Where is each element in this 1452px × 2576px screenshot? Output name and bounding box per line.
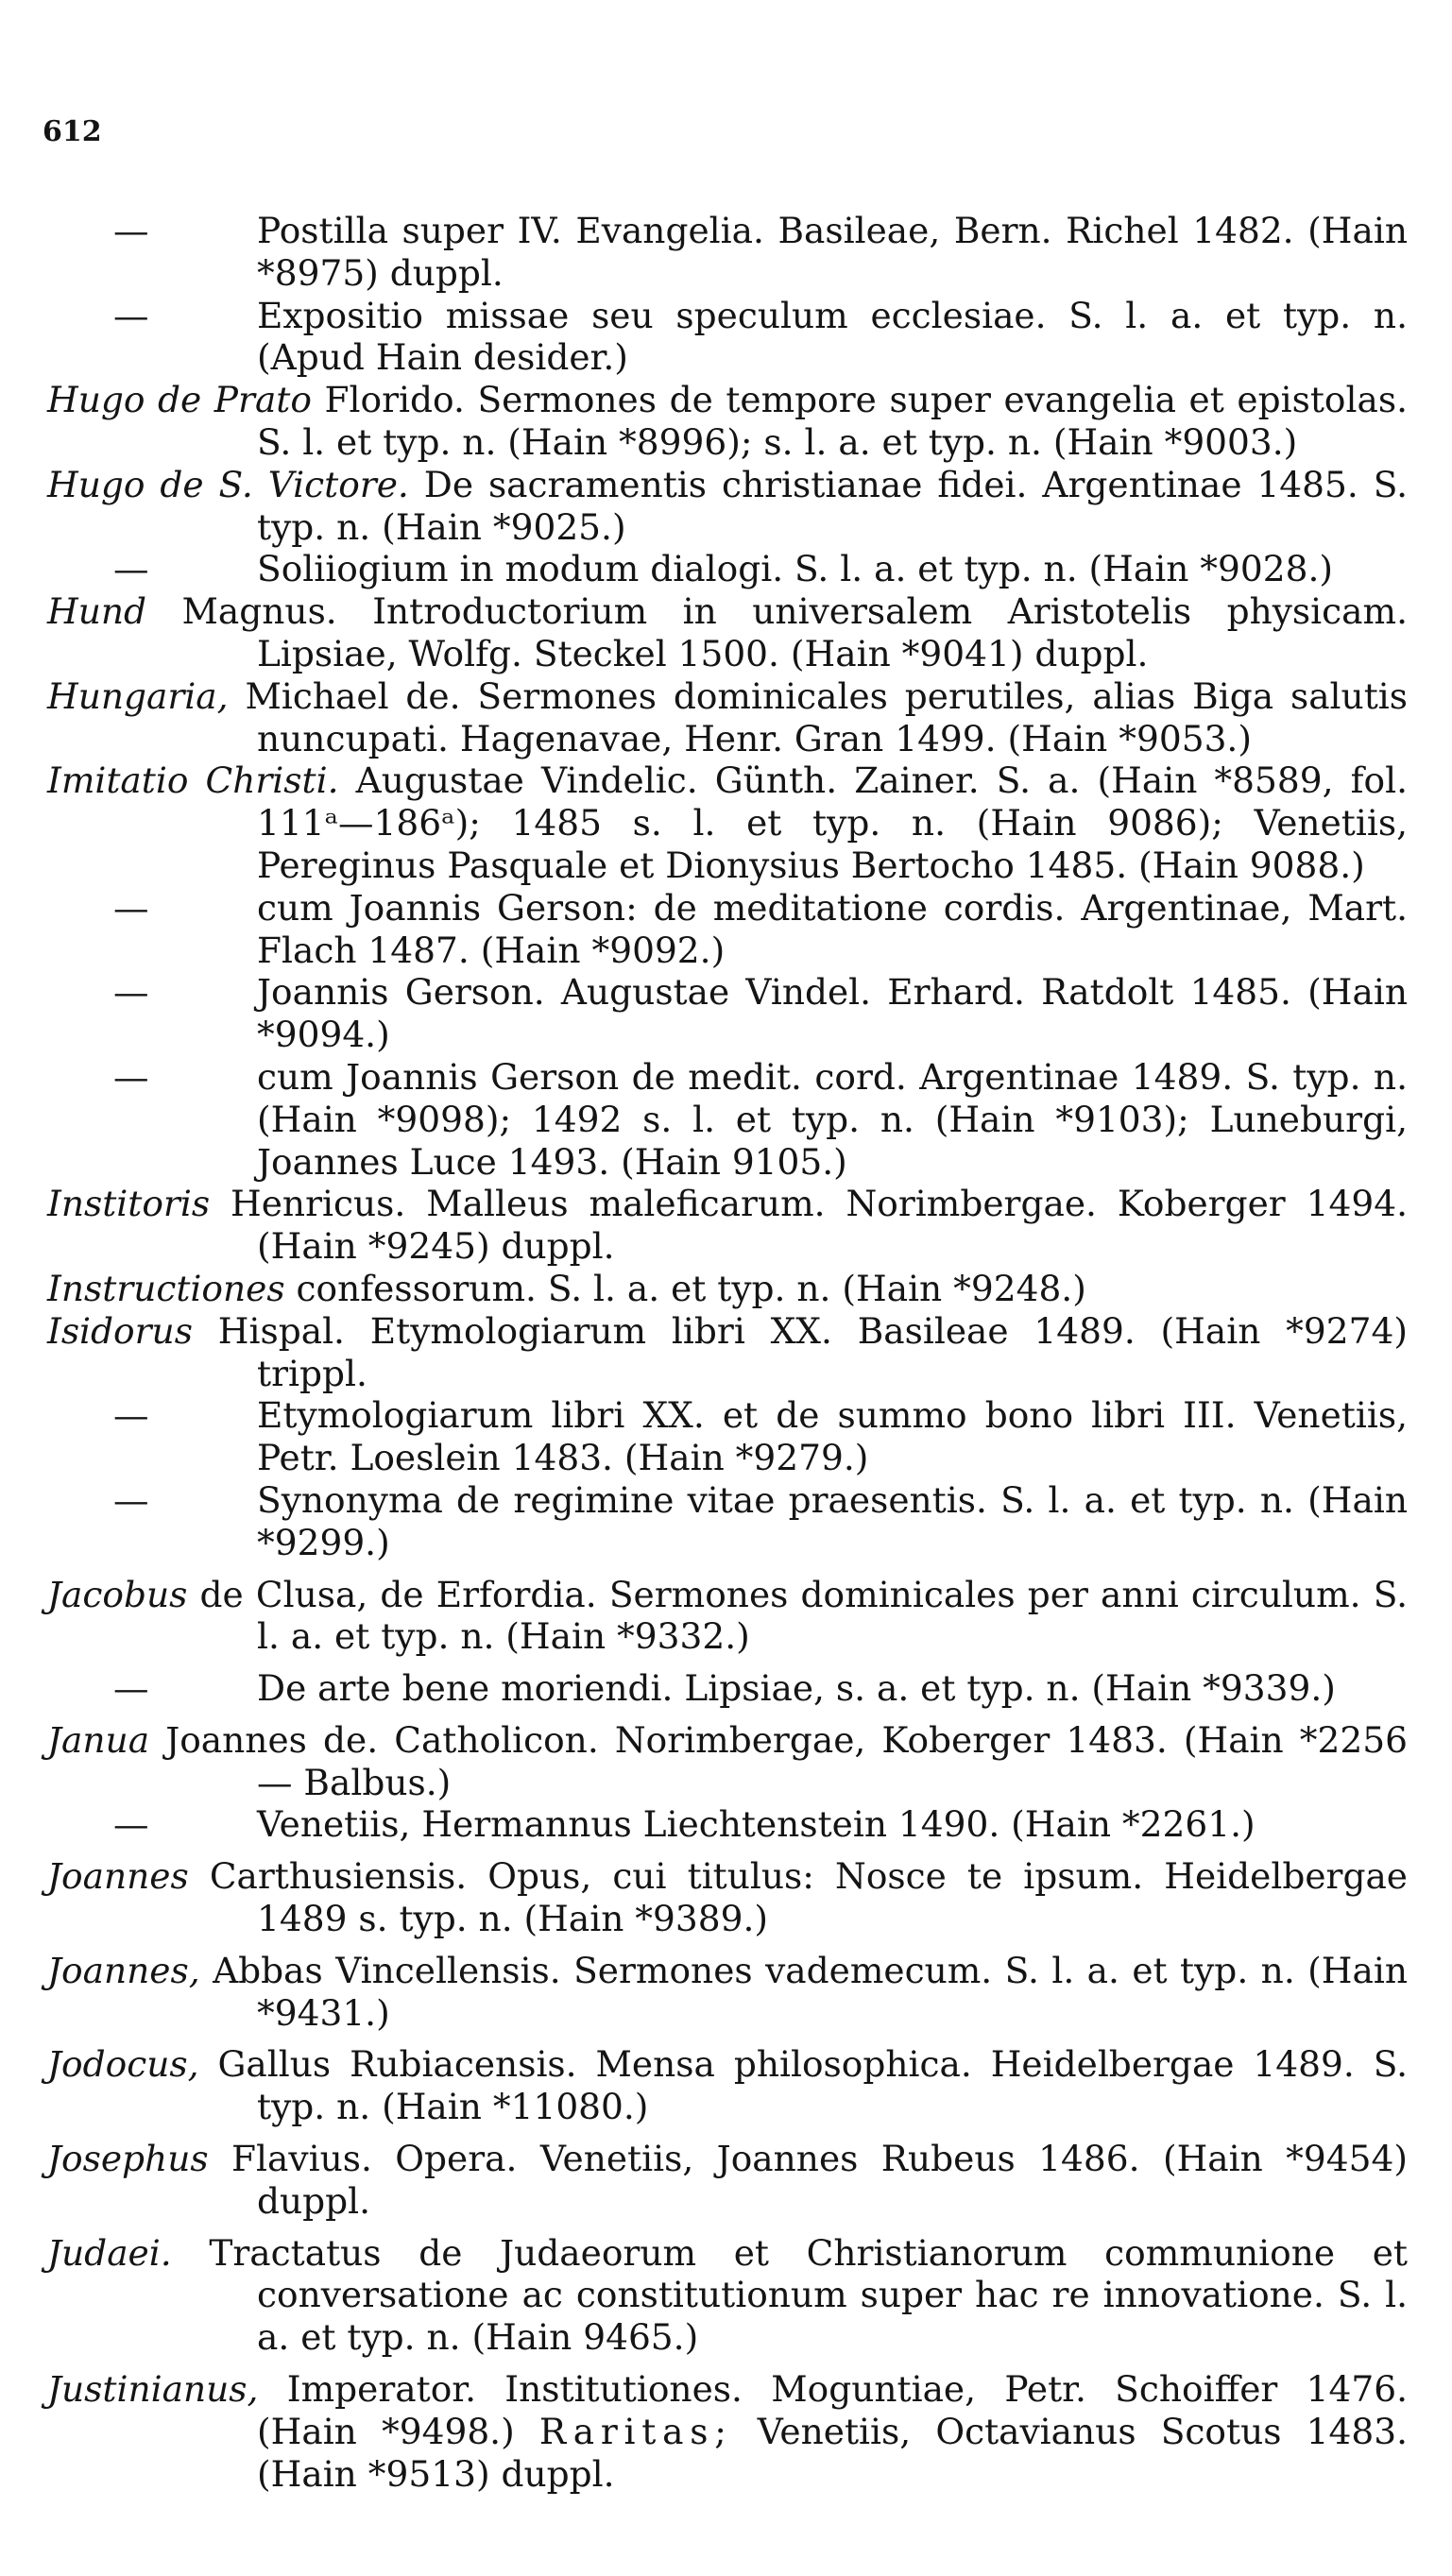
dash-mark: — [113,1478,149,1521]
entry-head: Hungaria, [47,674,229,717]
entry-list [47,210,1408,2495]
entry-head: Joannes, [47,1949,200,1991]
page-number: 612 [43,115,102,148]
entry-head: Jodocus, [47,2043,199,2086]
entry-sub-postilla: — Postilla super IV. Evangelia. Basileae, Bern. Richel 1482. (Hain *8975) duppl. [113,210,1408,294]
entry-sub-de-arte: — De arte bene moriendi. Lipsiae, s. a. et typ. n. (Hain *9339.) [113,1667,1336,1710]
raritas-mark: Raritas; [538,2410,733,2452]
entry-jodocus: Jodocus, Gallus Rubiacensis. Mensa philosophica. Heidelbergae 1489. S. typ. n. (Hain *11080.) [47,2043,1408,2128]
entry-head: Hugo de Prato [47,379,312,421]
entry-jacobus: Jacobus de Clusa, de Erfordia. Sermones dominicales per anni circulum. S. l. a. et typ. n. (Hain *9332.) [47,1573,1408,1658]
entry-sub-etymologiarum: — Etymologiarum libri XX. et de summo bono libri III. Venetiis, Petr. Loeslein 1483. (Hain *9279.) [113,1394,1408,1479]
entry-sub-imitatio-1: — cum Joannis Gerson: de meditatione cordis. Argentinae, Mart. Flach 1487. (Hain *9092.) [113,886,1408,971]
entry-head: Justinianus, [47,2368,259,2411]
entry-hugo-de-prato: Hugo de Prato Florido. Sermones de tempore super evangelia et epistolas. S. l. et typ. n. (Hain *8996); s. l. a. et typ. n. (Hain *9003.) [47,379,1408,463]
entry-head: Institoris [47,1183,211,1225]
entry-head: Josephus [47,2138,209,2180]
entry-head: Instructiones [47,1267,285,1309]
entry-sub-imitatio-3: — cum Joannis Gerson de medit. cord. Argentinae 1489. S. typ. n. (Hain *9098); 1492 s. l. et typ. n. (Hain *9103); Luneburgi, Joannes Luce 1493. (Hain 9105.) [113,1055,1408,1183]
dash-mark: — [113,1803,149,1846]
entry-head: Hugo de S. Victore. [47,463,409,505]
entry-head: Janua [47,1718,150,1761]
dash-mark: — [113,548,149,590]
entry-sub-imitatio-2: — Joannis Gerson. Augustae Vindel. Erhard. Ratdolt 1485. (Hain *9094.) [113,971,1408,1056]
dash-mark: — [113,1394,149,1437]
entry-head: Joannes [47,1855,189,1898]
entry-hund: Hund Magnus. Introductorium in universalem Aristotelis physicam. Lipsiae, Wolfg. Steckel 1500. (Hain *9041) duppl. [47,590,1408,674]
entry-head: Hund [47,590,147,633]
entry-instructiones: Instructiones confessorum. S. l. a. et typ. n. (Hain *9248.) [47,1267,1086,1309]
entry-head: Judaei. [47,2231,172,2274]
entry-justinianus: Justinianus, Imperator. Institutiones. Moguntiae, Petr. Schoiffer 1476. (Hain *9498.) Raritas; Venetiis, Octavianus Scotus 1483. (Hain *9513) duppl. [47,2368,1408,2495]
entry-head: Isidorus [47,1309,193,1352]
dash-mark: — [113,971,149,1014]
entry-head: Jacobus [47,1573,188,1615]
entry-janua: Janua Joannes de. Catholicon. Norimbergae, Koberger 1483. (Hain *2256 — Balbus.) [47,1718,1408,1803]
entry-josephus: Josephus Flavius. Opera. Venetiis, Joannes Rubeus 1486. (Hain *9454) duppl. [47,2138,1409,2222]
entry-sub-synonyma: — Synonyma de regimine vitae praesentis. S. l. a. et typ. n. (Hain *9299.) [113,1478,1408,1563]
entry-sub-expositio: — Expositio missae seu speculum ecclesiae. S. l. a. et typ. n. (Apud Hain desider.) [113,294,1408,379]
entry-head: Imitatio Christi. [47,759,339,802]
dash-mark: — [113,294,149,336]
entry-sub-venetiis: — Venetiis, Hermannus Liechtenstein 1490. (Hain *2261.) [113,1803,1256,1846]
entry-judaei: Judaei. Tractatus de Judaeorum et Christianorum communione et conversatione ac constitutionum super hac re innovatione. S. l. a. et typ. n. (Hain 9465.) [47,2231,1409,2359]
dash-mark: — [113,1055,149,1098]
entry-institoris: Institoris Henricus. Malleus maleficarum. Norimbergae. Koberger 1494. (Hain *9245) duppl. [47,1183,1408,1268]
entry-hungaria: Hungaria, Michael de. Sermones dominicales perutiles, alias Biga salutis nuncupati. Hagenavae, Henr. Gran 1499. (Hain *9053.) [47,674,1409,759]
entry-joannes-carthusiensis: Joannes Carthusiensis. Opus, cui titulus: Nosce te ipsum. Heidelbergae 1489 s. typ. n. (Hain *9389.) [47,1855,1409,1940]
entry-imitatio-christi: Imitatio Christi. Augustae Vindelic. Günth. Zainer. S. a. (Hain *8589, fol. 111ᵃ—186ᵃ); 1485 s. l. et typ. n. (Hain 9086); Venetiis, Pereginus Pasquale et Dionysius Bertocho 1485. (Hain 9088.) [47,759,1408,886]
dash-mark: — [113,210,149,251]
entry-isidorus: Isidorus Hispal. Etymologiarum libri XX. Basileae 1489. (Hain *9274) trippl. [47,1309,1408,1394]
entry-hugo-de-s-victore: Hugo de S. Victore. De sacramentis christianae fidei. Argentinae 1485. S. typ. n. (Hain *9025.) [47,463,1409,548]
dash-mark: — [113,1667,149,1710]
dash-mark: — [113,886,149,929]
entry-joannes-abbas: Joannes, Abbas Vincellensis. Sermones vademecum. S. l. a. et typ. n. (Hain *9431.) [47,1949,1408,2034]
entry-sub-soliloquium: — Soliiogium in modum dialogi. S. l. a. et typ. n. (Hain *9028.) [113,548,1334,590]
